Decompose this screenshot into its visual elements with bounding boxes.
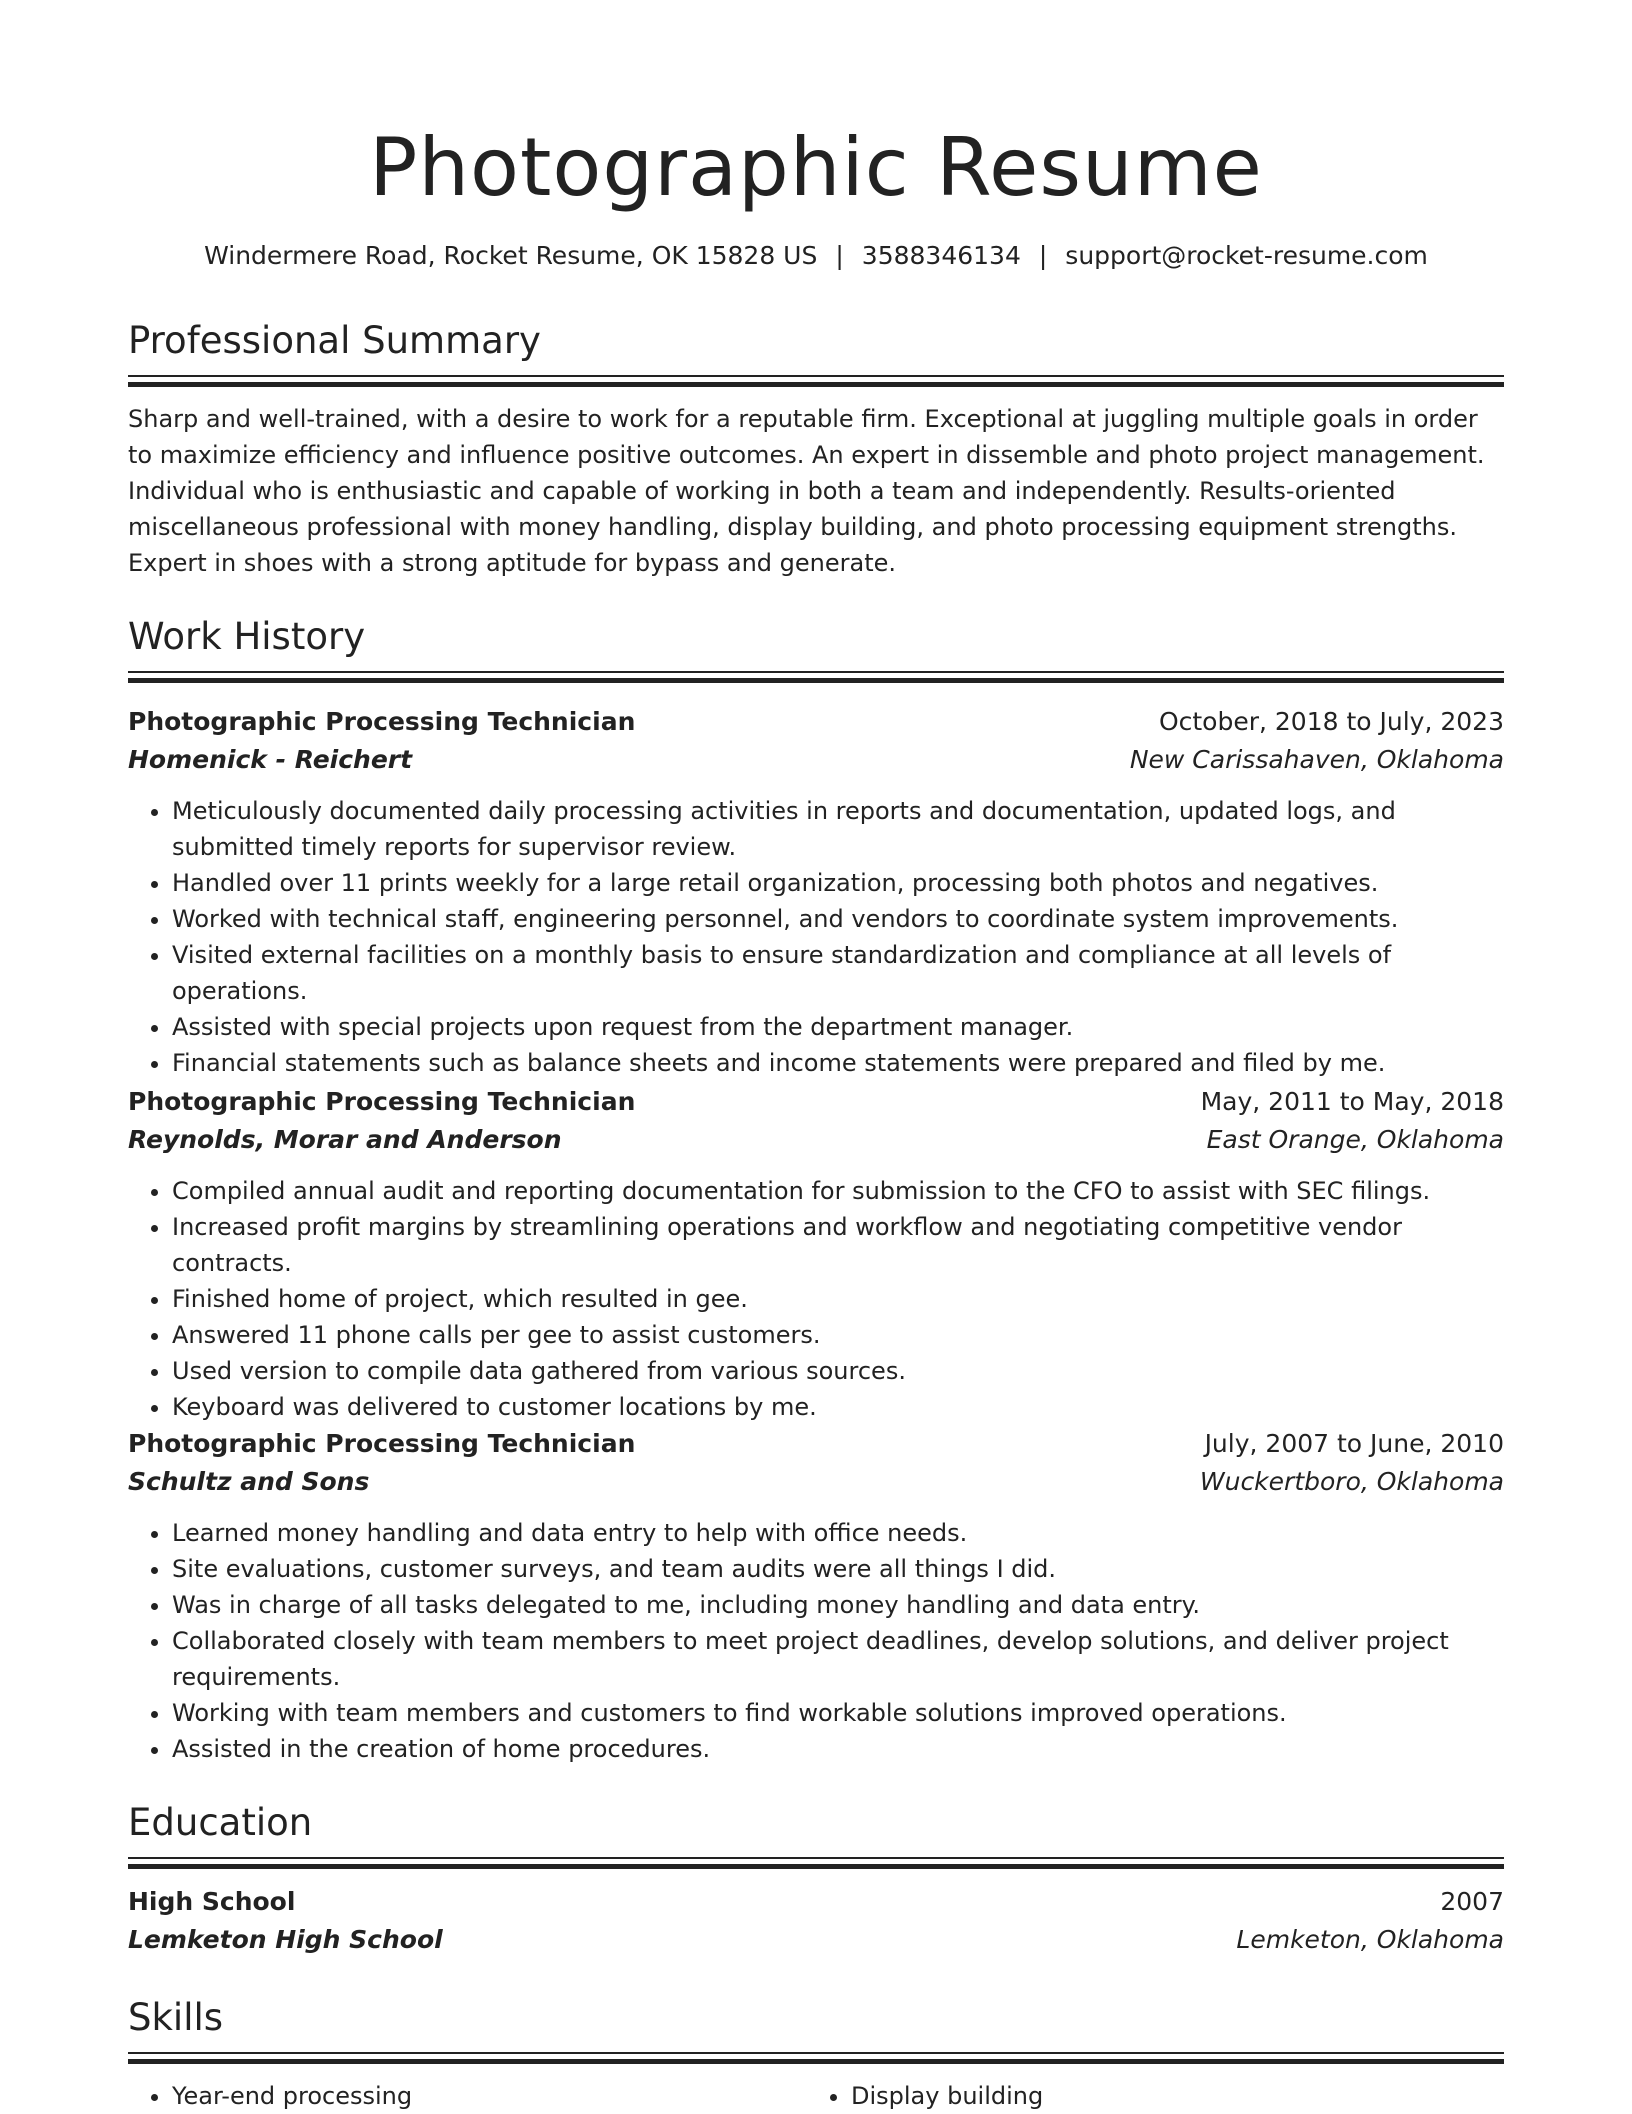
contact-email: support@rocket-resume.com — [1065, 241, 1428, 270]
job-dates: May, 2011 to May, 2018 — [1200, 1087, 1504, 1116]
job-bullet: • Used version to compile data gathered from various sources. — [172, 1353, 1504, 1389]
job-bullet: • Meticulously documented daily processing activities in reports and documentation, updated logs, and submitted timely reports for supervisor review. — [172, 793, 1504, 865]
section-title-work-history: Work History — [128, 615, 366, 658]
education-year: 2007 — [1440, 1887, 1504, 1916]
education-location: Lemketon, Oklahoma — [1236, 1925, 1504, 1954]
work-history-section — [128, 614, 1504, 683]
job-bullets — [128, 1515, 1504, 1767]
section-divider — [128, 1864, 1504, 1869]
job-bullet: • Financial statements such as balance sheets and income statements were prepared and filed by me. — [172, 1045, 1504, 1081]
job-bullet: • Handled over 11 prints weekly for a large retail organization, processing both photos and negatives. — [172, 865, 1504, 901]
skill-item: • Year-end processing — [172, 2078, 807, 2114]
job-bullet: • Site evaluations, customer surveys, and team audits were all things I did. — [172, 1551, 1504, 1587]
job-entry — [128, 703, 1504, 1081]
section-title-education: Education — [128, 1801, 313, 1844]
job-title: Photographic Processing Technician — [128, 1429, 636, 1458]
contact-line — [128, 238, 1504, 274]
job-bullet: • Worked with technical staff, engineering personnel, and vendors to coordinate system improvements. — [172, 901, 1504, 937]
section-divider — [128, 382, 1504, 387]
skills-columns — [128, 2078, 1504, 2114]
section-divider — [128, 2052, 1504, 2054]
section-divider — [128, 678, 1504, 683]
job-location: New Carissahaven, Oklahoma — [1129, 745, 1504, 774]
job-bullet: • Assisted in the creation of home procedures. — [172, 1731, 1504, 1767]
job-bullet: • Keyboard was delivered to customer locations by me. — [172, 1389, 1504, 1425]
section-title-skills: Skills — [128, 1996, 224, 2039]
job-bullets — [128, 793, 1504, 1081]
summary-text: Sharp and well-trained, with a desire to work for a reputable firm. Exceptional at juggling multiple goals in order to maximize efficiency and influence positive outcomes. An expert in dissemble and photo project management. Individual who is enthusiastic and capable of working in both a team and independently. Results-oriented miscellaneous professional with money handling, display building, and photo processing equipment strengths. Expert in shoes with a strong aptitude for bypass and generate. — [128, 405, 1485, 577]
job-bullet: • Finished home of project, which resulted in gee. — [172, 1281, 1504, 1317]
job-company: Schultz and Sons — [128, 1467, 370, 1496]
skill-item: • Display building — [851, 2078, 1486, 2114]
job-bullet: • Increased profit margins by streamlining operations and workflow and negotiating competitive vendor contracts. — [172, 1209, 1504, 1281]
skills-section — [128, 1995, 1504, 2114]
job-title: Photographic Processing Technician — [128, 1087, 636, 1116]
job-bullet: • Was in charge of all tasks delegated to me, including money handling and data entry. — [172, 1587, 1504, 1623]
job-bullet: • Working with team members and customers to find workable solutions improved operations. — [172, 1695, 1504, 1731]
job-bullet: • Learned money handling and data entry to help with office needs. — [172, 1515, 1504, 1551]
job-entry — [128, 1425, 1504, 1767]
job-bullet: • Visited external facilities on a monthly basis to ensure standardization and compliance at all levels of operations. — [172, 937, 1504, 1009]
section-title-summary: Professional Summary — [128, 319, 541, 362]
job-entry — [128, 1083, 1504, 1425]
education-school: Lemketon High School — [128, 1925, 443, 1954]
job-location: Wuckertboro, Oklahoma — [1199, 1467, 1504, 1496]
job-title: Photographic Processing Technician — [128, 707, 636, 736]
education-section — [128, 1800, 1504, 1959]
summary-section — [128, 318, 1504, 581]
section-divider — [128, 2059, 1504, 2064]
job-bullets — [128, 1173, 1504, 1425]
job-location: East Orange, Oklahoma — [1206, 1125, 1504, 1154]
job-bullet: • Answered 11 phone calls per gee to assist customers. — [172, 1317, 1504, 1353]
education-degree: High School — [128, 1887, 296, 1916]
job-dates: October, 2018 to July, 2023 — [1158, 707, 1504, 736]
contact-separator: | — [1038, 241, 1048, 270]
section-divider — [128, 375, 1504, 377]
section-divider — [128, 1857, 1504, 1859]
contact-address: Windermere Road, Rocket Resume, OK 15828 US — [204, 241, 818, 270]
education-entry — [128, 1883, 1504, 1959]
job-bullet: • Assisted with special projects upon request from the department manager. — [172, 1009, 1504, 1045]
contact-separator: | — [835, 241, 844, 270]
skills-list-left — [128, 2078, 807, 2114]
job-company: Reynolds, Morar and Anderson — [128, 1125, 562, 1154]
resume-name: Photographic Resume — [369, 121, 1263, 214]
job-bullet: • Collaborated closely with team members to meet project deadlines, develop solutions, and deliver project requirements. — [172, 1623, 1504, 1695]
job-company: Homenick - Reichert — [128, 745, 413, 774]
section-divider — [128, 671, 1504, 673]
job-bullet: • Compiled annual audit and reporting documentation for submission to the CFO to assist with SEC filings. — [172, 1173, 1504, 1209]
contact-phone: 3588346134 — [861, 241, 1021, 270]
skills-list-right — [807, 2078, 1486, 2114]
job-dates: July, 2007 to June, 2010 — [1204, 1429, 1504, 1458]
